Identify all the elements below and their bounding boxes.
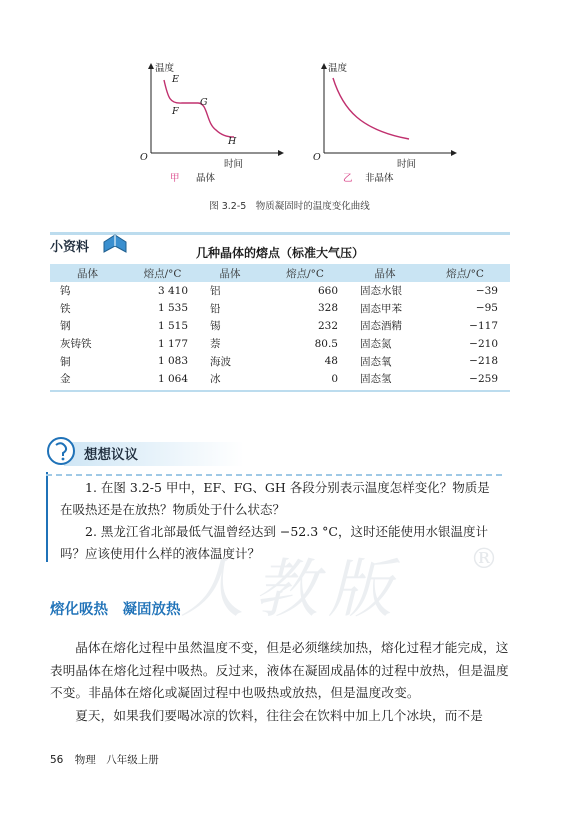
crystal-name: 锡	[210, 320, 221, 333]
crystal-name: 固态氮	[360, 338, 392, 351]
header-crystal: 晶体	[350, 264, 420, 282]
graph-tag: 甲	[170, 173, 180, 184]
crystal-curve-graph	[136, 58, 286, 188]
melting-point-value: 1 064	[157, 372, 188, 385]
table-row	[50, 317, 510, 335]
melting-point-value: 1 083	[157, 355, 188, 368]
header-melting-point: 熔点/°C	[420, 264, 510, 282]
melting-point-value: 48	[324, 355, 338, 368]
melting-point-value: 660	[317, 284, 338, 297]
registered-mark: ®	[470, 542, 498, 575]
table-row	[50, 370, 510, 388]
origin-label: O	[313, 152, 321, 163]
melting-point-value: −117	[469, 319, 498, 332]
crystal-name: 固态水银	[360, 285, 402, 298]
crystal-name: 钨	[60, 285, 71, 298]
crystal-name: 钢	[60, 320, 71, 333]
melting-point-value: −95	[475, 302, 498, 315]
melting-point-value: 1 177	[157, 337, 188, 350]
figure-right-graph	[309, 58, 459, 188]
melting-point-value: 0	[331, 372, 338, 385]
melting-point-value: 1 535	[157, 302, 188, 315]
info-bottom-rule	[50, 390, 510, 392]
crystal-name: 灰铸铁	[60, 338, 92, 351]
origin-label: O	[140, 152, 148, 163]
info-box	[50, 232, 510, 394]
book-title: 物理 八年级上册	[74, 754, 159, 766]
discussion-top-rule	[46, 474, 502, 476]
crystal-name: 金	[60, 373, 71, 386]
table-row	[50, 282, 510, 300]
melting-point-value: 1 515	[157, 319, 188, 332]
y-axis-label: 温度	[328, 63, 348, 74]
crystal-name: 冰	[210, 373, 221, 386]
section-title: 熔化吸热 凝固放热	[50, 602, 181, 618]
melting-point-value: 3 410	[157, 284, 188, 297]
melting-point-value: 328	[317, 302, 338, 315]
info-title: 几种晶体的熔点（标准大气压）	[195, 246, 364, 260]
table-header-row	[50, 264, 510, 282]
melting-point-value: −259	[469, 372, 498, 385]
x-axis-label: 时间	[397, 159, 417, 170]
table-row	[50, 352, 510, 370]
figure-left-graph	[136, 58, 286, 188]
header-crystal: 晶体	[50, 264, 125, 282]
table-row	[50, 335, 510, 353]
x-axis-label: 时间	[224, 159, 244, 170]
point-h: H	[228, 136, 237, 147]
header-melting-point: 熔点/°C	[260, 264, 350, 282]
footer	[50, 752, 159, 767]
point-e: E	[172, 74, 179, 85]
crystal-name: 固态酒精	[360, 320, 402, 333]
header-melting-point: 熔点/°C	[125, 264, 200, 282]
melting-point-value: 232	[317, 319, 338, 332]
question-1: 1. 在图 3.2-5 甲中，EF、FG、GH 各段分别表示温度怎样变化？物质是在吸热还是在放热？物质处于什么状态？	[60, 480, 490, 517]
crystal-name: 铜	[60, 355, 71, 368]
discussion-title: 想想议议	[84, 447, 138, 463]
paragraph-1: 晶体在熔化过程中虽然温度不变，但是必须继续加热，熔化过程才能完成，这表明晶体在熔化过程中吸热。反过来，液体在凝固成晶体的过程中放热，但是温度不变。非晶体在熔化或凝固过程中也吸热或放热，但是温度改变。	[50, 640, 509, 700]
page-number: 56	[50, 754, 64, 766]
crystal-name: 铝	[210, 285, 221, 298]
crystal-name: 固态甲苯	[360, 302, 402, 315]
table-row	[50, 300, 510, 318]
discussion-left-rule	[46, 472, 48, 562]
info-badge: 小资料	[50, 240, 90, 255]
question-2: 2. 黑龙江省北部最低气温曾经达到 −52.3 °C，这时还能使用水银温度计吗？应该使用什么样的液体温度计？	[60, 524, 488, 561]
melting-point-value: −210	[469, 337, 498, 350]
paragraph-2: 夏天，如果我们要喝冰凉的饮料，往往会在饮料中加上几个冰块，而不是	[75, 708, 483, 723]
graph-name: 非晶体	[365, 173, 394, 184]
crystal-name: 固态氧	[360, 355, 392, 368]
crystal-name: 固态氢	[360, 373, 392, 386]
point-g: G	[200, 97, 208, 108]
crystal-name: 铅	[210, 302, 221, 315]
crystal-name: 海波	[210, 355, 231, 368]
crystal-name: 萘	[210, 338, 221, 351]
melting-point-table	[50, 264, 510, 388]
graph-name: 晶体	[196, 173, 216, 184]
crystal-name: 铁	[60, 302, 71, 315]
graph-tag: 乙	[343, 173, 353, 184]
y-axis-label: 温度	[155, 63, 175, 74]
melting-point-value: 80.5	[314, 337, 338, 350]
point-f: F	[172, 106, 179, 117]
amorphous-curve-graph	[309, 58, 459, 188]
melting-point-value: −218	[469, 355, 498, 368]
watermark: ⼈教版	[180, 553, 402, 627]
discussion-icon	[46, 436, 76, 466]
header-crystal: 晶体	[200, 264, 260, 282]
figure-caption: 图 3.2-5 物质凝固时的温度变化曲线	[209, 201, 370, 212]
melting-point-value: −39	[475, 284, 498, 297]
